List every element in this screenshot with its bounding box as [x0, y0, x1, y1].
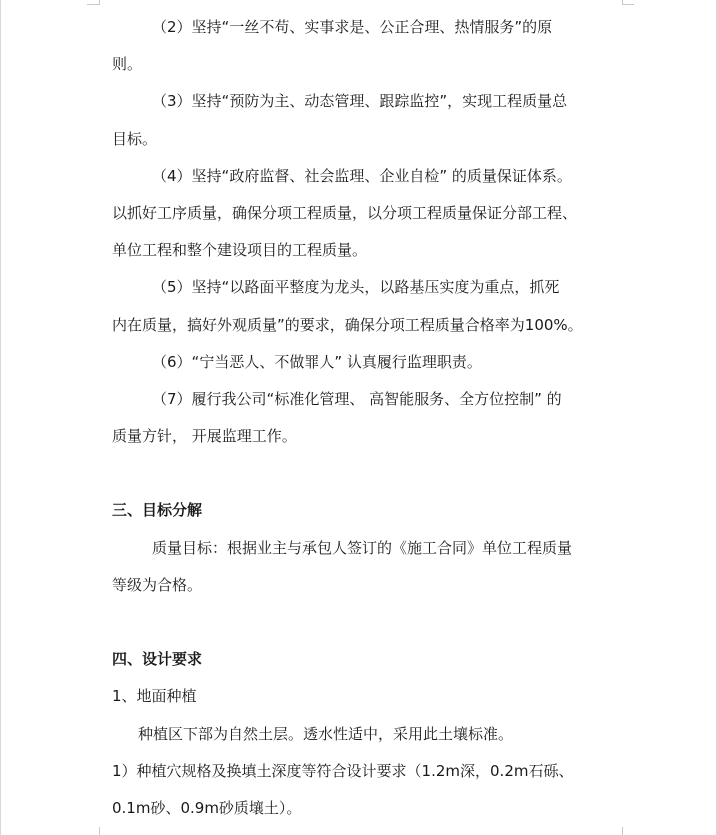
paragraph-line: （7）履行我公司“标准化管理、 高智能服务、全方位控制” 的 [152, 389, 562, 408]
blank-line [112, 604, 612, 641]
paragraph-line: （4）坚持“政府监督、社会监理、企业自检” 的质量保证体系。 [152, 166, 572, 185]
blank-line [112, 455, 612, 492]
paragraph-line: 质量方针， 开展监理工作。 [112, 427, 297, 446]
paragraph-line: 质量目标：根据业主与承包人签订的《施工合同》单位工程质量 [152, 538, 573, 557]
subsection-heading: 1、地面种植 [112, 687, 197, 706]
paragraph-line: 内在质量，搞好外观质量”的要求，确保分项工程质量合格率为100%。 [112, 315, 583, 334]
paragraph-line: 单位工程和整个建设项目的工程质量。 [112, 241, 368, 260]
paragraph-line: （2）坚持“一丝不苟、实事求是、公正合理、热情服务”的原 [152, 18, 553, 36]
document-body [112, 9, 612, 827]
paragraph-line: （6）“宁当恶人、不做罪人” 认真履行监理职责。 [152, 352, 482, 371]
paragraph-line: （3）坚持“预防为主、动态管理、跟踪监控”，实现工程质量总 [152, 92, 568, 111]
page-corner-mark [622, 827, 635, 835]
paragraph-line: 则。 [112, 55, 143, 74]
paragraph-line: 种植区下部为自然土层。透水性适中，采用此土壤标准。 [138, 724, 514, 743]
page-corner-mark [622, 4, 634, 5]
paragraph-line: 1）种植穴规格及换填土深度等符合设计要求（1.2m深，0.2m石砾、 [112, 761, 574, 780]
paragraph-line: （5）坚持“以路面平整度为龙头，以路基压实度为重点，抓死 [152, 278, 560, 297]
paragraph-line: 0.1m砂、0.9m砂质壤土）。 [112, 798, 302, 817]
paragraph-line: 以抓好工序质量，确保分项工程质量，以分项工程质量保证分部工程、 [112, 203, 578, 222]
page-corner-mark [87, 4, 99, 5]
section-heading: 四、设计要求 [112, 650, 203, 669]
paragraph-line: 等级为合格。 [112, 575, 203, 594]
section-heading: 三、目标分解 [112, 501, 203, 520]
paragraph-line: 目标。 [112, 129, 158, 148]
page-corner-mark [87, 827, 100, 835]
